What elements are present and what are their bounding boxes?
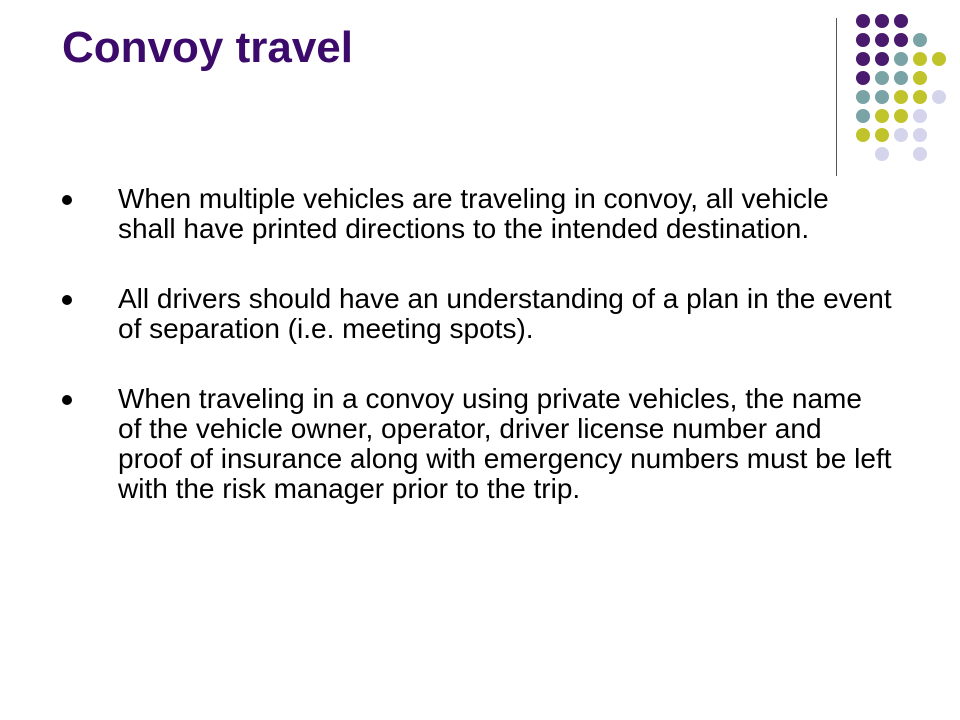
bullet-text: When traveling in a convoy using private vehicles, the name of the vehicle owner, operator, driver license number and proof of insurance along with emergency numbers must be left with the risk manager prior to the trip. (118, 383, 892, 504)
decorative-dot (875, 52, 889, 66)
decorative-dot (932, 52, 946, 66)
decorative-dot (894, 33, 908, 47)
bullet-dot-icon (62, 195, 72, 205)
decorative-dot (894, 14, 908, 28)
decorative-dot (932, 90, 946, 104)
bullet-item (62, 184, 892, 244)
decorative-dot (856, 128, 870, 142)
bullet-item (62, 384, 892, 504)
decorative-dot (894, 128, 908, 142)
decorative-dot (856, 71, 870, 85)
decorative-dot (894, 90, 908, 104)
decorative-dot (894, 52, 908, 66)
slide-title: Convoy travel (62, 23, 353, 72)
bullet-text: All drivers should have an understanding of a plan in the event of separation (i.e. meeting spots). (118, 283, 892, 344)
decorative-dot (894, 71, 908, 85)
decorative-dot (875, 90, 889, 104)
decorative-dot (856, 52, 870, 66)
decorative-dot (875, 33, 889, 47)
decorative-dot (913, 109, 927, 123)
decorative-dot (913, 147, 927, 161)
bullet-dot-icon (62, 395, 72, 405)
decorative-dot (913, 52, 927, 66)
decorative-dot (913, 71, 927, 85)
bullet-text: When multiple vehicles are traveling in convoy, all vehicle shall have printed directions to the intended destination. (118, 183, 829, 244)
decorative-dot (856, 33, 870, 47)
title-divider (836, 18, 837, 176)
decorative-dot (875, 128, 889, 142)
decorative-dot (856, 14, 870, 28)
decorative-dot (894, 109, 908, 123)
bullet-dot-icon (62, 295, 72, 305)
decorative-dot (875, 109, 889, 123)
decorative-dot (913, 128, 927, 142)
bullet-list (62, 184, 892, 544)
decorative-dot (856, 109, 870, 123)
decorative-dot (875, 147, 889, 161)
decorative-dot (913, 90, 927, 104)
decorative-dot (913, 33, 927, 47)
decorative-dot (875, 14, 889, 28)
decorative-dot (875, 71, 889, 85)
bullet-item (62, 284, 892, 344)
decorative-dot (856, 90, 870, 104)
